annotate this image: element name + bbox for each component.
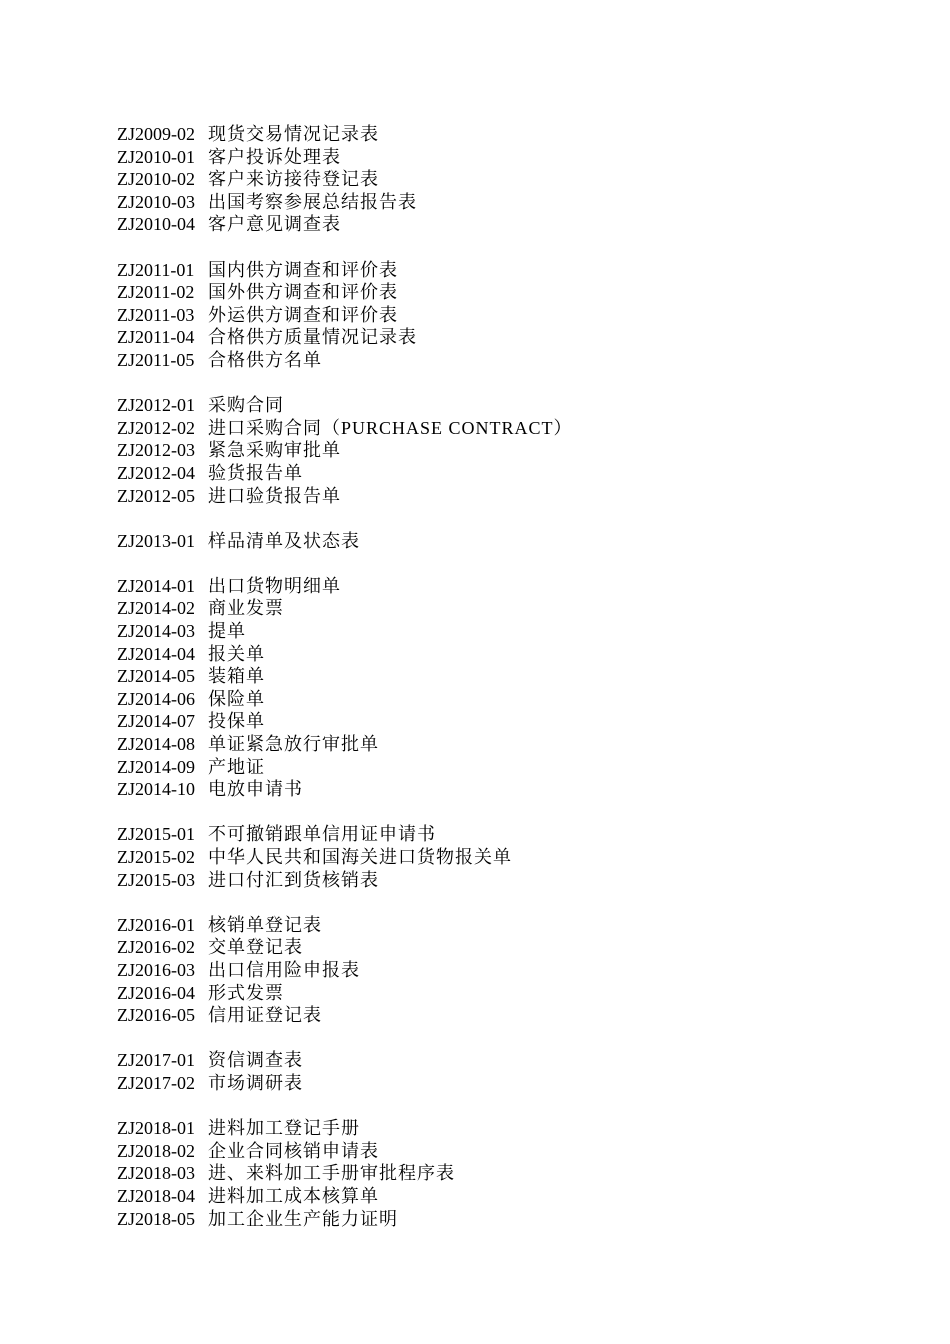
list-item bbox=[117, 349, 877, 372]
form-code: ZJ2012-01 bbox=[117, 395, 195, 416]
list-item bbox=[117, 869, 877, 892]
form-group bbox=[117, 1117, 877, 1230]
form-code: ZJ2011-03 bbox=[117, 304, 195, 325]
form-code: ZJ2012-03 bbox=[117, 440, 195, 461]
form-group bbox=[117, 575, 877, 801]
form-code: ZJ2012-05 bbox=[117, 485, 195, 506]
form-code: ZJ2014-08 bbox=[117, 734, 195, 755]
form-code: ZJ2014-07 bbox=[117, 711, 195, 732]
form-code: ZJ2011-04 bbox=[117, 327, 195, 348]
form-name: 紧急采购审批单 bbox=[208, 440, 341, 461]
form-code: ZJ2015-02 bbox=[117, 847, 195, 867]
list-item bbox=[117, 823, 877, 846]
list-item bbox=[117, 778, 877, 801]
form-name: 客户意见调查表 bbox=[208, 214, 341, 235]
form-name: 市场调研表 bbox=[208, 1072, 303, 1093]
form-name: 单证紧急放行审批单 bbox=[208, 734, 379, 755]
form-code: ZJ2015-03 bbox=[117, 869, 195, 890]
list-item bbox=[117, 575, 877, 598]
list-item bbox=[117, 304, 877, 327]
list-item bbox=[117, 1072, 877, 1095]
form-name: 合格供方质量情况记录表 bbox=[208, 327, 417, 348]
form-code: ZJ2011-02 bbox=[117, 282, 195, 303]
list-item bbox=[117, 168, 877, 191]
list-item bbox=[117, 643, 877, 666]
list-item bbox=[117, 1117, 877, 1140]
form-group bbox=[117, 123, 877, 236]
list-item bbox=[117, 1185, 877, 1208]
form-name: 保险单 bbox=[208, 688, 265, 709]
list-item bbox=[117, 394, 877, 417]
form-code: ZJ2013-01 bbox=[117, 530, 195, 551]
form-code: ZJ2010-04 bbox=[117, 214, 195, 235]
list-item bbox=[117, 936, 877, 959]
form-code: ZJ2017-02 bbox=[117, 1072, 195, 1093]
list-item bbox=[117, 982, 877, 1005]
list-item bbox=[117, 1140, 877, 1163]
form-code: ZJ2012-02 bbox=[117, 417, 195, 438]
form-name: 验货报告单 bbox=[208, 462, 303, 483]
form-name: 报关单 bbox=[208, 643, 265, 664]
form-name: 出口信用险申报表 bbox=[208, 959, 360, 980]
form-name: 企业合同核销申请表 bbox=[208, 1140, 379, 1161]
list-item bbox=[117, 281, 877, 304]
list-item bbox=[117, 846, 877, 869]
form-name: 合格供方名单 bbox=[208, 349, 322, 370]
list-item bbox=[117, 620, 877, 643]
form-name: 进口付汇到货核销表 bbox=[208, 869, 379, 890]
form-code: ZJ2012-04 bbox=[117, 462, 195, 483]
form-code: ZJ2014-03 bbox=[117, 621, 195, 642]
list-item bbox=[117, 191, 877, 214]
list-item bbox=[117, 597, 877, 620]
list-item bbox=[117, 1208, 877, 1231]
form-name: 进料加工成本核算单 bbox=[208, 1185, 379, 1206]
form-code: ZJ2014-01 bbox=[117, 575, 195, 596]
form-code: ZJ2009-02 bbox=[117, 124, 195, 144]
form-list bbox=[117, 123, 877, 1253]
form-code: ZJ2016-01 bbox=[117, 914, 195, 935]
form-code: ZJ2014-04 bbox=[117, 643, 195, 664]
form-name: 产地证 bbox=[208, 756, 265, 777]
form-group bbox=[117, 394, 877, 507]
form-code: ZJ2010-01 bbox=[117, 146, 195, 167]
form-code: ZJ2014-09 bbox=[117, 756, 195, 777]
list-item bbox=[117, 756, 877, 779]
list-item bbox=[117, 1004, 877, 1027]
form-name: 外运供方调查和评价表 bbox=[208, 304, 398, 325]
form-name: 出国考察参展总结报告表 bbox=[208, 191, 417, 212]
form-name: 信用证登记表 bbox=[208, 1005, 322, 1026]
form-code: ZJ2010-03 bbox=[117, 191, 195, 212]
form-name: 投保单 bbox=[208, 711, 265, 732]
form-name: 交单登记表 bbox=[208, 937, 303, 958]
form-name: 核销单登记表 bbox=[208, 914, 322, 935]
form-code: ZJ2018-01 bbox=[117, 1118, 195, 1139]
list-item bbox=[117, 213, 877, 236]
form-group bbox=[117, 259, 877, 372]
form-name: 中华人民共和国海关进口货物报关单 bbox=[208, 847, 512, 867]
form-code: ZJ2016-02 bbox=[117, 937, 195, 958]
list-item bbox=[117, 439, 877, 462]
form-code: ZJ2016-05 bbox=[117, 1005, 195, 1026]
form-name: 进料加工登记手册 bbox=[208, 1118, 360, 1139]
form-name: 进、来料加工手册审批程序表 bbox=[208, 1163, 455, 1184]
form-name: 进口采购合同（PURCHASE CONTRACT） bbox=[208, 417, 573, 438]
form-name: 国外供方调查和评价表 bbox=[208, 282, 398, 303]
form-name: 现货交易情况记录表 bbox=[208, 124, 379, 144]
form-code: ZJ2010-02 bbox=[117, 169, 195, 190]
list-item bbox=[117, 665, 877, 688]
list-item bbox=[117, 710, 877, 733]
form-name: 提单 bbox=[208, 621, 246, 642]
form-name: 进口验货报告单 bbox=[208, 485, 341, 506]
list-item bbox=[117, 417, 877, 440]
list-item bbox=[117, 1049, 877, 1072]
form-code: ZJ2014-05 bbox=[117, 666, 195, 687]
form-code: ZJ2017-01 bbox=[117, 1050, 195, 1071]
list-item bbox=[117, 530, 877, 553]
form-name: 资信调查表 bbox=[208, 1050, 303, 1071]
form-name: 装箱单 bbox=[208, 666, 265, 687]
list-item bbox=[117, 259, 877, 282]
form-name: 出口货物明细单 bbox=[208, 575, 341, 596]
form-code: ZJ2014-10 bbox=[117, 779, 195, 800]
form-name: 商业发票 bbox=[208, 598, 284, 619]
list-item bbox=[117, 733, 877, 756]
list-item bbox=[117, 959, 877, 982]
form-code: ZJ2016-03 bbox=[117, 959, 195, 980]
form-name: 客户来访接待登记表 bbox=[208, 169, 379, 190]
form-name: 不可撤销跟单信用证申请书 bbox=[208, 824, 436, 845]
list-item bbox=[117, 146, 877, 169]
form-group bbox=[117, 1049, 877, 1094]
form-name: 样品清单及状态表 bbox=[208, 530, 360, 551]
form-group bbox=[117, 914, 877, 1027]
list-item bbox=[117, 1162, 877, 1185]
form-group bbox=[117, 530, 877, 553]
list-item bbox=[117, 914, 877, 937]
form-code: ZJ2011-05 bbox=[117, 349, 195, 370]
form-name: 形式发票 bbox=[208, 982, 284, 1003]
list-item bbox=[117, 462, 877, 485]
form-code: ZJ2014-02 bbox=[117, 598, 195, 619]
form-name: 国内供方调查和评价表 bbox=[208, 259, 398, 280]
form-code: ZJ2018-03 bbox=[117, 1163, 195, 1184]
list-item bbox=[117, 485, 877, 508]
list-item bbox=[117, 688, 877, 711]
form-group bbox=[117, 823, 877, 891]
list-item bbox=[117, 123, 877, 146]
form-code: ZJ2018-05 bbox=[117, 1208, 195, 1229]
form-name: 采购合同 bbox=[208, 395, 284, 416]
form-code: ZJ2018-04 bbox=[117, 1185, 195, 1206]
list-item bbox=[117, 326, 877, 349]
form-code: ZJ2014-06 bbox=[117, 688, 195, 709]
form-code: ZJ2018-02 bbox=[117, 1140, 195, 1161]
form-name: 加工企业生产能力证明 bbox=[208, 1208, 398, 1229]
form-name: 客户投诉处理表 bbox=[208, 146, 341, 167]
form-code: ZJ2011-01 bbox=[117, 259, 195, 280]
form-code: ZJ2016-04 bbox=[117, 982, 195, 1003]
form-code: ZJ2015-01 bbox=[117, 824, 195, 845]
form-name: 电放申请书 bbox=[208, 779, 303, 800]
